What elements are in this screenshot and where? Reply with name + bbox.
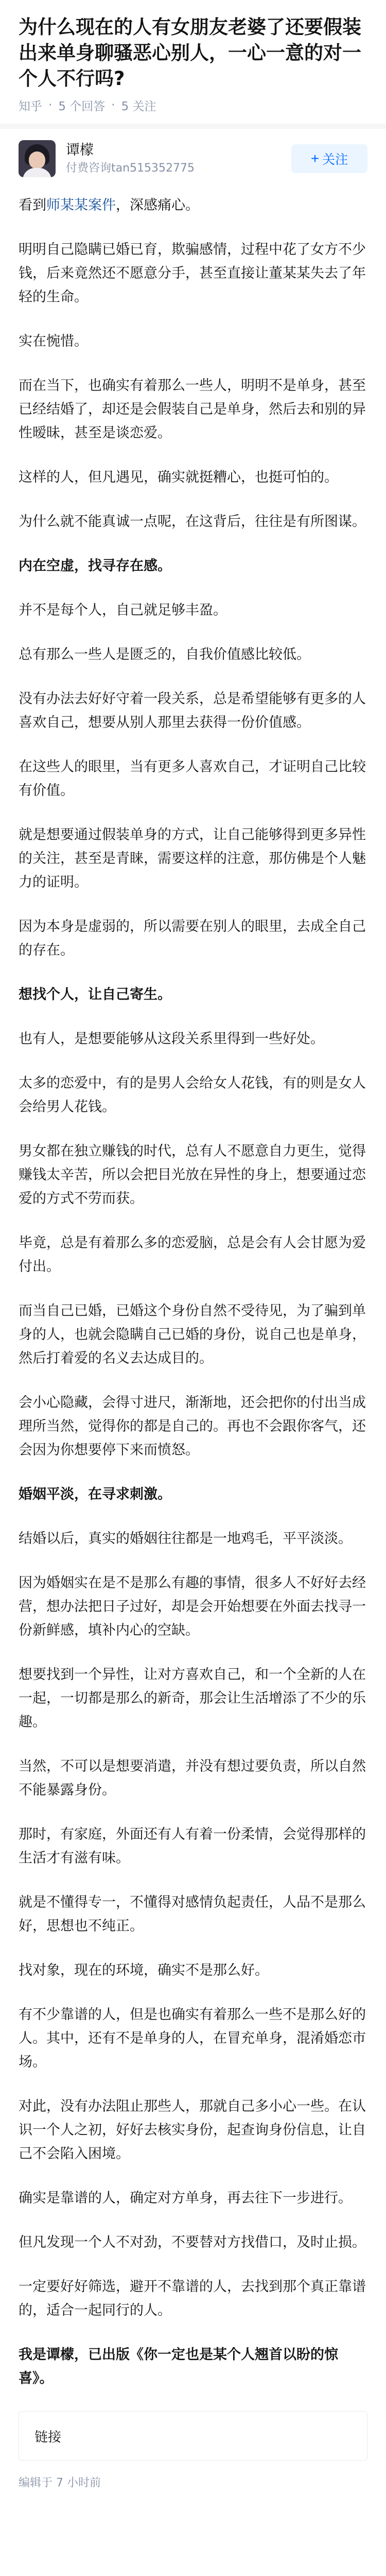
section-heading: 内在空虚，找寻存在感。 [19, 558, 171, 574]
paragraph: 男女都在独立赚钱的时代，总有人不愿意自力更生，觉得赚钱太辛苦，所以会把目光放在异性的身上，想要通过恋爱的方式不劳而获。 [19, 1143, 366, 1207]
avatar[interactable] [19, 140, 56, 177]
paragraph: 太多的恋爱中，有的是男人会给女人花钱，有的则是女人会给男人花钱。 [19, 1075, 366, 1115]
paragraph: 对此，没有办法阻止那些人，那就自己多小心一些。在认识一个人之初，好好去核实身份，起查询身份信息，让自己不会陷入困境。 [19, 2098, 366, 2162]
paragraph: 但凡发现一个人不对劲，不要替对方找借口，及时止损。 [19, 2234, 366, 2250]
paragraph-text: 看到 [19, 197, 46, 213]
signature: 我是谭檬，已出版《你一定也是某个人翘首以盼的惊喜》。 [19, 2347, 338, 2386]
paragraph: 结婚以后，真实的婚姻往往都是一地鸡毛，平平淡淡。 [19, 1531, 352, 1547]
follow-label: 关注 [322, 152, 348, 167]
link-card[interactable] [19, 2411, 367, 2461]
paragraph: 确实是靠谱的人，确定对方单身，再去往下一步进行。 [19, 2190, 352, 2206]
author-name[interactable]: 谭檬 [66, 142, 94, 158]
paragraph: 找对象，现在的环境，确实不是那么好。 [19, 1962, 269, 1978]
paragraph: 就是想要通过假装单身的方式，让自己能够得到更多异性的关注，甚至是青睐，需要这样的注意，那仿佛是个人魅力的证明。 [19, 827, 366, 890]
paragraph: 那时，有家庭，外面还有人有着一份柔情，会觉得那样的生活才有滋有味。 [19, 1826, 366, 1866]
paragraph: 而在当下，也确实有着那么一些人，明明不是单身，甚至已经结婚了，却还是会假装自己是单身，然后去和别的异性暧昧，甚至是谈恋爱。 [19, 378, 366, 441]
paragraph: 就是不懂得专一，不懂得对感情负起责任，人品不是那么好，思想也不纯正。 [19, 1894, 366, 1934]
paragraph: 而当自己已婚，已婚这个身份自然不受待见，为了骗到单身的人，也就会隐瞒自己已婚的身份，说自己也是单身，然后打着爱的名义去达成目的。 [19, 1303, 366, 1366]
paragraph: 毕竟，总是有着那么多的恋爱脑，总是会有人会甘愿为爱付出。 [19, 1235, 366, 1275]
paragraph: 一定要好好筛选，避开不靠谱的人，去找到那个真正靠谱的，适合一起同行的人。 [19, 2279, 366, 2318]
paragraph [19, 194, 367, 217]
paragraph: 因为本身是虚弱的，所以需要在别人的眼里，去成全自己的存在。 [19, 919, 366, 958]
author-info [66, 141, 291, 176]
paragraph-text: ，深感痛心。 [116, 197, 199, 213]
edit-time: 编辑于 7 小时前 [19, 2477, 101, 2489]
paragraph: 并不是每个人，自己就足够丰盈。 [19, 602, 227, 618]
section-heading: 婚姻平淡，在寻求刺激。 [19, 1486, 171, 1502]
answer-content [0, 187, 386, 2391]
author-desc: 付费咨询tan515352775 [66, 162, 195, 175]
meta-dot: · [48, 98, 52, 112]
follower-count: 5 关注 [121, 99, 156, 113]
question-header [0, 0, 386, 114]
paragraph: 会小心隐藏，会得寸进尺，渐渐地，还会把你的付出当成理所当然，觉得你的都是自己的。再也不会跟你客气，还会因为你想要停下来而愤怒。 [19, 1395, 366, 1458]
paragraph: 明明自己隐瞒已婚已育，欺骗感情，过程中花了女方不少钱，后来竟然还不愿意分手，甚至直接让董某某失去了年轻的生命。 [19, 242, 366, 305]
plus-icon: + [310, 150, 320, 166]
paragraph: 在这些人的眼里，当有更多人喜欢自己，才证明自己比较有价值。 [19, 759, 366, 799]
paragraph: 没有办法去好好守着一段关系，总是希望能够有更多的人喜欢自己，想要从别人那里去获得一份价值感。 [19, 691, 366, 731]
paragraph: 总有那么一些人是匮乏的，自我价值感比较低。 [19, 647, 310, 663]
section-divider [0, 124, 386, 129]
paragraph: 为什么就不能真诚一点呢，在这背后，往往是有所图谋。 [19, 514, 366, 530]
section-heading: 想找个人，让自己寄生。 [19, 987, 171, 1003]
paragraph: 有不少靠谱的人，但是也确实有着那么一些不是那么好的人。其中，还有不是单身的人，在冒充单身，混淆婚恋市场。 [19, 2007, 366, 2070]
link-card-label: 链接 [34, 2429, 62, 2445]
topic-link[interactable]: 师某某案件 [46, 197, 116, 213]
answer-count[interactable]: 5 个回答 [58, 99, 106, 113]
follow-button[interactable] [291, 144, 367, 173]
paragraph: 也有人，是想要能够从这段关系里得到一些好处。 [19, 1031, 324, 1047]
site-name[interactable]: 知乎 [19, 99, 42, 113]
paragraph: 当然，不可以是想要消遣，并没有想过要负责，所以自然不能暴露身份。 [19, 1758, 366, 1798]
paragraph: 实在惋惜。 [19, 333, 88, 349]
paragraph: 这样的人，但凡遇见，确实就挺糟心，也挺可怕的。 [19, 469, 338, 485]
author-row [0, 129, 386, 187]
meta-dot: · [111, 98, 115, 112]
paragraph: 因为婚姻实在是不是那么有趣的事情，很多人不好好去经营，想办法把日子过好，却是会开始想要在外面去找寻一份新鲜感，填补内心的空缺。 [19, 1575, 366, 1638]
question-title[interactable]: 为什么现在的人有女朋友老婆了还要假装出来单身聊骚恶心别人，一心一意的对一个人不行吗? [19, 16, 361, 90]
paragraph: 想要找到一个异性，让对方喜欢自己，和一个全新的人在一起，一切都是那么的新奇，那会让生活增添了不少的乐趣。 [19, 1667, 366, 1730]
question-meta [19, 96, 367, 114]
